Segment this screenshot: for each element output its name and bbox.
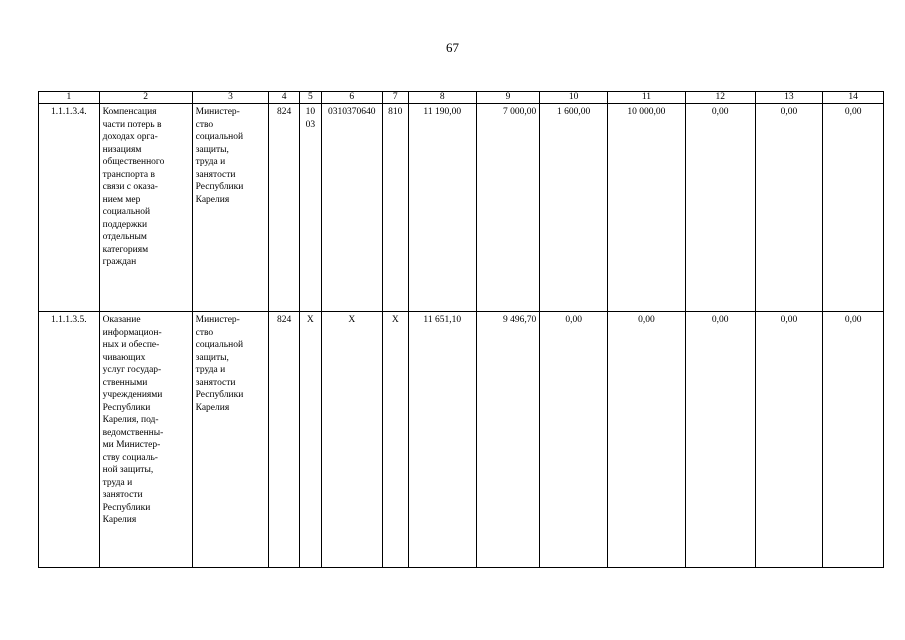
table-row <box>39 312 884 568</box>
cell-col6: Х <box>321 312 382 568</box>
column-header: 7 <box>382 92 408 104</box>
executor-name: Министер- ство социальной защиты, труда и занятости Республики Карелия <box>192 312 269 568</box>
page-number: 67 <box>446 40 459 55</box>
cell-col8: 11 651,10 <box>408 312 476 568</box>
column-header: 6 <box>321 92 382 104</box>
cell-col9: 7 000,00 <box>476 104 540 312</box>
budget-table <box>38 91 884 568</box>
cell-col7: 810 <box>382 104 408 312</box>
column-header: 5 <box>299 92 321 104</box>
row-number: 1.1.1.3.4. <box>39 104 100 312</box>
cell-col14: 0,00 <box>823 312 884 568</box>
cell-col10: 0,00 <box>540 312 608 568</box>
cell-col13: 0,00 <box>755 312 823 568</box>
activity-name: Компенсация части потерь в доходах орга- низациям общественного транспорта в связи с оказа- нием мер социальной поддержки отдельным категориям граждан <box>99 104 192 312</box>
column-header: 4 <box>269 92 299 104</box>
cell-col10: 1 600,00 <box>540 104 608 312</box>
column-header: 8 <box>408 92 476 104</box>
column-header: 14 <box>823 92 884 104</box>
activity-name: Оказание информацион- ных и обеспе- чивающих услуг государ- ственными учреждениями Республики Карелия, под- ведомственны- ми Министер- ству социаль- ной защиты, труда и занятости Республики Карелия <box>99 312 192 568</box>
cell-col11: 0,00 <box>608 312 686 568</box>
cell-col5: Х <box>299 312 321 568</box>
column-header: 1 <box>39 92 100 104</box>
column-header: 3 <box>192 92 269 104</box>
cell-col7: Х <box>382 312 408 568</box>
cell-col5: 10 03 <box>299 104 321 312</box>
column-header: 2 <box>99 92 192 104</box>
cell-col12: 0,00 <box>685 312 755 568</box>
row-number: 1.1.1.3.5. <box>39 312 100 568</box>
column-header: 13 <box>755 92 823 104</box>
column-header: 11 <box>608 92 686 104</box>
executor-name: Министер- ство социальной защиты, труда и занятости Республики Карелия <box>192 104 269 312</box>
cell-col4: 824 <box>269 312 299 568</box>
table-row <box>39 104 884 312</box>
table-header-row <box>39 92 884 104</box>
cell-col4: 824 <box>269 104 299 312</box>
cell-col9: 9 496,70 <box>476 312 540 568</box>
cell-col13: 0,00 <box>755 104 823 312</box>
column-header: 10 <box>540 92 608 104</box>
column-header: 12 <box>685 92 755 104</box>
cell-col12: 0,00 <box>685 104 755 312</box>
cell-col14: 0,00 <box>823 104 884 312</box>
cell-col11: 10 000,00 <box>608 104 686 312</box>
cell-col6: 0310370640 <box>321 104 382 312</box>
cell-col8: 11 190,00 <box>408 104 476 312</box>
column-header: 9 <box>476 92 540 104</box>
